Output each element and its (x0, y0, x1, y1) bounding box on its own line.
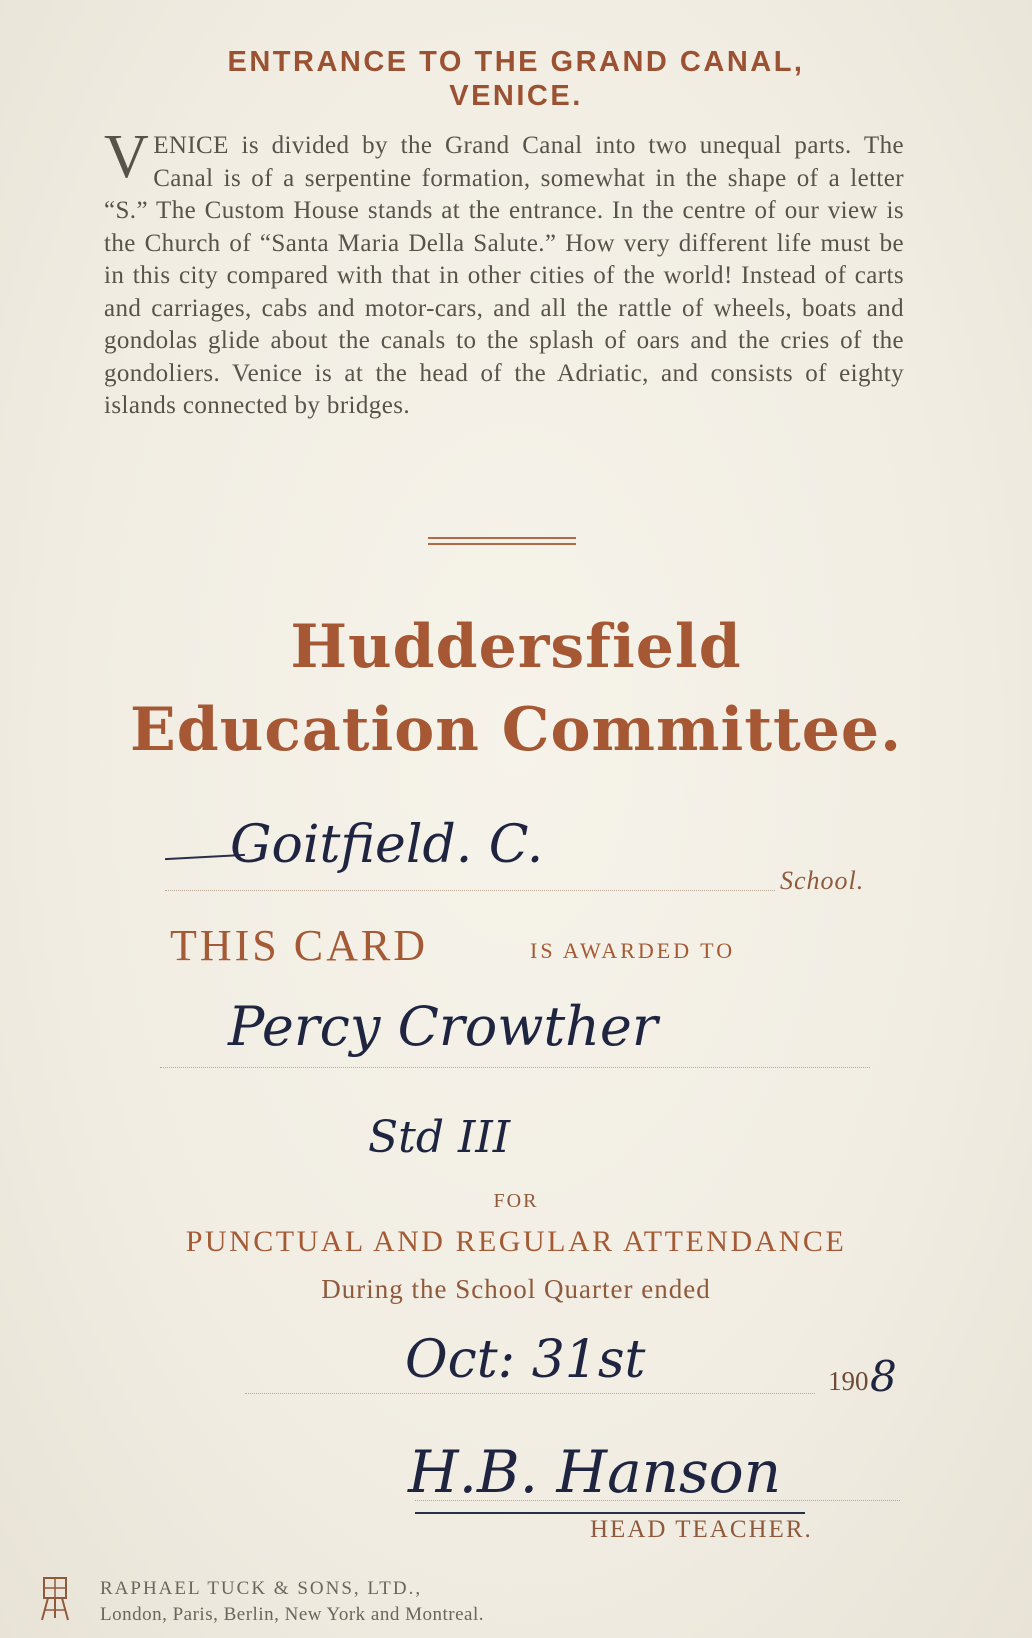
title-line-1: ENTRANCE TO THE GRAND CANAL, (227, 46, 805, 78)
signature-dotted-line (415, 1500, 900, 1501)
divider-top (428, 537, 576, 539)
date-handwritten: Oct: 31st (405, 1330, 646, 1390)
divider-bottom (428, 543, 576, 545)
year-printed: 190 (828, 1366, 869, 1396)
head-teacher-signature: H.B. Hanson (408, 1438, 782, 1506)
date-dotted-line (245, 1393, 815, 1394)
school-name-handwritten: Goitfield. C. (230, 815, 544, 875)
awarded-to-label: IS AWARDED TO (530, 938, 736, 963)
for-label: FOR (493, 1190, 539, 1212)
description-text: ENICE is divided by the Grand Canal into two unequal parts. The Canal is of a serpentine formation, somewhat in the shape of a letter “S.” The Custom House stands at the entrance. In the centre of our view is the Church of “Santa Maria Della Salute.” How very different life must be in this city compared with that in other cities of the world! Instead of carts and carriages, cabs and motor-cars, and all the rattle of wheels, boats and gondolas glide about the canals to the splash of oars and the cries of the gondoliers. Venice is at the head of the Adriatic, and consists of eighty islands connected by bridges. (104, 132, 904, 419)
committee-line-2: Education Committee. (130, 695, 902, 765)
description-paragraph (104, 123, 904, 423)
attendance-label: PUNCTUAL AND REGULAR ATTENDANCE (185, 1225, 847, 1258)
drop-cap: V (104, 123, 150, 191)
recipient-dotted-line (160, 1067, 870, 1068)
school-label: School. (780, 866, 865, 895)
year-handwritten: 8 (870, 1352, 897, 1401)
signature-underline (415, 1512, 805, 1514)
committee-line-1: Huddersfield (290, 612, 742, 682)
publisher-name: RAPHAEL TUCK & SONS, LTD., (100, 1578, 423, 1599)
head-teacher-label: HEAD TEACHER. (590, 1516, 813, 1543)
tuck-easel-logo-icon (38, 1574, 72, 1624)
school-dotted-line (165, 890, 775, 891)
this-card-label: THIS CARD (170, 921, 429, 970)
quarter-label: During the School Quarter ended (321, 1274, 711, 1304)
recipient-name-handwritten: Percy Crowther (228, 995, 658, 1058)
publisher-cities: London, Paris, Berlin, New York and Montreal. (100, 1604, 484, 1625)
standard-handwritten: Std III (368, 1112, 511, 1163)
title-line-2: VENICE. (449, 80, 583, 112)
